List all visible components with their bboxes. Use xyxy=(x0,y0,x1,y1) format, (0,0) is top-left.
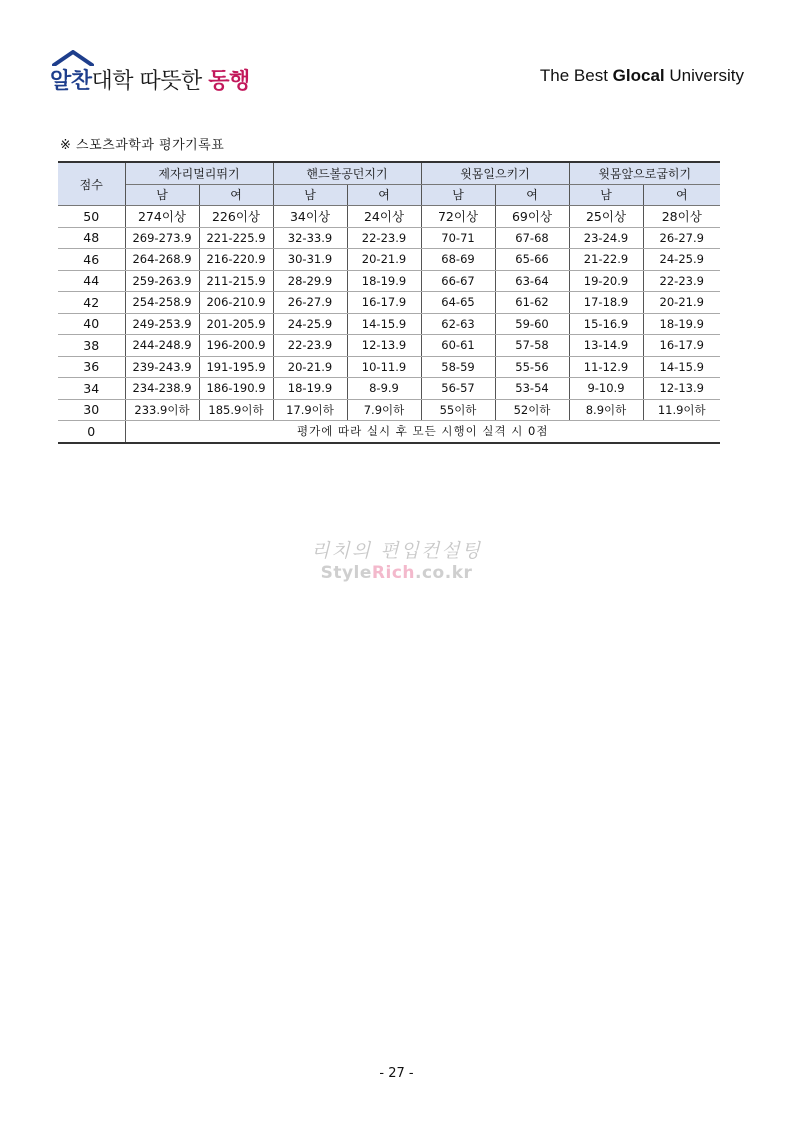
slogan-suffix: University xyxy=(664,66,744,85)
record-cell: 8.9이하 xyxy=(569,399,643,421)
record-cell: 196-200.9 xyxy=(199,335,273,357)
score-cell: 34 xyxy=(58,378,125,400)
record-cell: 12-13.9 xyxy=(643,378,720,400)
record-cell: 17-18.9 xyxy=(569,292,643,314)
table-row xyxy=(58,313,720,335)
table-row xyxy=(58,378,720,400)
record-cell: 201-205.9 xyxy=(199,313,273,335)
logo-part-4: 동행 xyxy=(208,69,250,94)
event-header-sit-and-reach: 윗몸앞으로굽히기 xyxy=(569,162,720,184)
page-number: - 27 - xyxy=(379,1066,414,1081)
record-cell: 24-25.9 xyxy=(643,249,720,271)
gender-header: 남 xyxy=(569,184,643,206)
gender-header: 여 xyxy=(643,184,720,206)
record-cell: 233.9이하 xyxy=(125,399,199,421)
score-cell: 46 xyxy=(58,249,125,271)
record-cell: 63-64 xyxy=(495,270,569,292)
gender-header: 남 xyxy=(125,184,199,206)
evaluation-record-table xyxy=(58,161,720,444)
record-cell: 12-13.9 xyxy=(347,335,421,357)
section-title: ※ 스포츠과학과 평가기록표 xyxy=(60,138,225,153)
record-cell: 15-16.9 xyxy=(569,313,643,335)
record-cell: 9-10.9 xyxy=(569,378,643,400)
record-cell: 70-71 xyxy=(421,227,495,249)
record-cell: 8-9.9 xyxy=(347,378,421,400)
table-row xyxy=(58,249,720,271)
record-cell: 30-31.9 xyxy=(273,249,347,271)
record-cell: 68-69 xyxy=(421,249,495,271)
record-cell: 16-17.9 xyxy=(347,292,421,314)
table-row xyxy=(58,356,720,378)
score-cell: 38 xyxy=(58,335,125,357)
record-cell: 65-66 xyxy=(495,249,569,271)
record-cell: 10-11.9 xyxy=(347,356,421,378)
gender-header: 남 xyxy=(273,184,347,206)
record-cell: 185.9이하 xyxy=(199,399,273,421)
record-cell: 226이상 xyxy=(199,206,273,228)
logo-wordmark xyxy=(50,64,250,95)
record-cell: 69이상 xyxy=(495,206,569,228)
table-row xyxy=(58,206,720,228)
score-cell: 44 xyxy=(58,270,125,292)
record-cell: 14-15.9 xyxy=(347,313,421,335)
record-cell: 11.9이하 xyxy=(643,399,720,421)
record-cell: 264-268.9 xyxy=(125,249,199,271)
record-cell: 26-27.9 xyxy=(643,227,720,249)
record-cell: 56-57 xyxy=(421,378,495,400)
record-cell: 28이상 xyxy=(643,206,720,228)
record-cell: 24-25.9 xyxy=(273,313,347,335)
record-cell: 20-21.9 xyxy=(273,356,347,378)
table-row xyxy=(58,270,720,292)
watermark-text: 리치의 편입컨설팅 xyxy=(311,540,482,562)
record-cell: 249-253.9 xyxy=(125,313,199,335)
record-cell: 52이하 xyxy=(495,399,569,421)
record-cell: 269-273.9 xyxy=(125,227,199,249)
gender-header: 여 xyxy=(347,184,421,206)
record-cell: 32-33.9 xyxy=(273,227,347,249)
record-cell: 20-21.9 xyxy=(643,292,720,314)
record-cell: 186-190.9 xyxy=(199,378,273,400)
record-cell: 206-210.9 xyxy=(199,292,273,314)
gender-header: 남 xyxy=(421,184,495,206)
logo-part-1: 알찬 xyxy=(50,69,92,94)
record-cell: 13-14.9 xyxy=(569,335,643,357)
table-row xyxy=(58,227,720,249)
score-header: 점수 xyxy=(58,162,125,206)
record-cell: 55이하 xyxy=(421,399,495,421)
record-cell: 274이상 xyxy=(125,206,199,228)
record-cell: 216-220.9 xyxy=(199,249,273,271)
gender-header: 여 xyxy=(199,184,273,206)
watermark-url-part-3: .co.kr xyxy=(415,563,473,583)
record-cell: 26-27.9 xyxy=(273,292,347,314)
record-cell: 21-22.9 xyxy=(569,249,643,271)
record-cell: 72이상 xyxy=(421,206,495,228)
record-cell: 191-195.9 xyxy=(199,356,273,378)
record-cell: 28-29.9 xyxy=(273,270,347,292)
logo-part-2: 대학 xyxy=(91,69,140,94)
table-row xyxy=(58,335,720,357)
record-cell: 239-243.9 xyxy=(125,356,199,378)
record-cell: 58-59 xyxy=(421,356,495,378)
record-cell: 7.9이하 xyxy=(347,399,421,421)
record-cell: 244-248.9 xyxy=(125,335,199,357)
table-row-zero xyxy=(58,421,720,443)
record-cell: 22-23.9 xyxy=(643,270,720,292)
event-header-sit-ups: 윗몸일으키기 xyxy=(421,162,569,184)
record-cell: 61-62 xyxy=(495,292,569,314)
record-cell: 11-12.9 xyxy=(569,356,643,378)
record-cell: 16-17.9 xyxy=(643,335,720,357)
record-cell: 18-19.9 xyxy=(347,270,421,292)
record-cell: 67-68 xyxy=(495,227,569,249)
record-cell: 34이상 xyxy=(273,206,347,228)
record-cell: 24이상 xyxy=(347,206,421,228)
record-cell: 60-61 xyxy=(421,335,495,357)
university-slogan xyxy=(540,66,744,86)
event-header-handball-throw: 핸드볼공던지기 xyxy=(273,162,421,184)
record-cell: 17.9이하 xyxy=(273,399,347,421)
score-cell: 30 xyxy=(58,399,125,421)
zero-score-note: 평가에 따라 실시 후 모든 시행이 실격 시 0점 xyxy=(125,421,720,443)
score-cell: 40 xyxy=(58,313,125,335)
record-cell: 55-56 xyxy=(495,356,569,378)
record-cell: 211-215.9 xyxy=(199,270,273,292)
slogan-bold: Glocal xyxy=(612,66,665,85)
slogan-prefix: The Best xyxy=(539,66,613,85)
record-cell: 254-258.9 xyxy=(125,292,199,314)
score-cell: 48 xyxy=(58,227,125,249)
record-cell: 59-60 xyxy=(495,313,569,335)
watermark-url xyxy=(0,563,793,583)
record-cell: 18-19.9 xyxy=(273,378,347,400)
record-cell: 20-21.9 xyxy=(347,249,421,271)
score-cell: 36 xyxy=(58,356,125,378)
event-header-long-jump: 제자리멀리뛰기 xyxy=(125,162,273,184)
record-cell: 221-225.9 xyxy=(199,227,273,249)
record-cell: 57-58 xyxy=(495,335,569,357)
logo-part-3: 따뜻한 xyxy=(139,69,209,94)
record-cell: 64-65 xyxy=(421,292,495,314)
record-cell: 14-15.9 xyxy=(643,356,720,378)
score-cell: 0 xyxy=(58,421,125,443)
record-cell: 66-67 xyxy=(421,270,495,292)
watermark-url-part-2: Rich xyxy=(371,563,416,583)
record-cell: 234-238.9 xyxy=(125,378,199,400)
record-cell: 259-263.9 xyxy=(125,270,199,292)
watermark-url-part-1: Style xyxy=(320,563,372,583)
record-cell: 62-63 xyxy=(421,313,495,335)
record-cell: 53-54 xyxy=(495,378,569,400)
record-cell: 19-20.9 xyxy=(569,270,643,292)
record-cell: 23-24.9 xyxy=(569,227,643,249)
score-cell: 50 xyxy=(58,206,125,228)
table-row xyxy=(58,399,720,421)
record-cell: 25이상 xyxy=(569,206,643,228)
table-row xyxy=(58,292,720,314)
record-cell: 18-19.9 xyxy=(643,313,720,335)
record-cell: 22-23.9 xyxy=(347,227,421,249)
score-cell: 42 xyxy=(58,292,125,314)
record-cell: 22-23.9 xyxy=(273,335,347,357)
gender-header: 여 xyxy=(495,184,569,206)
